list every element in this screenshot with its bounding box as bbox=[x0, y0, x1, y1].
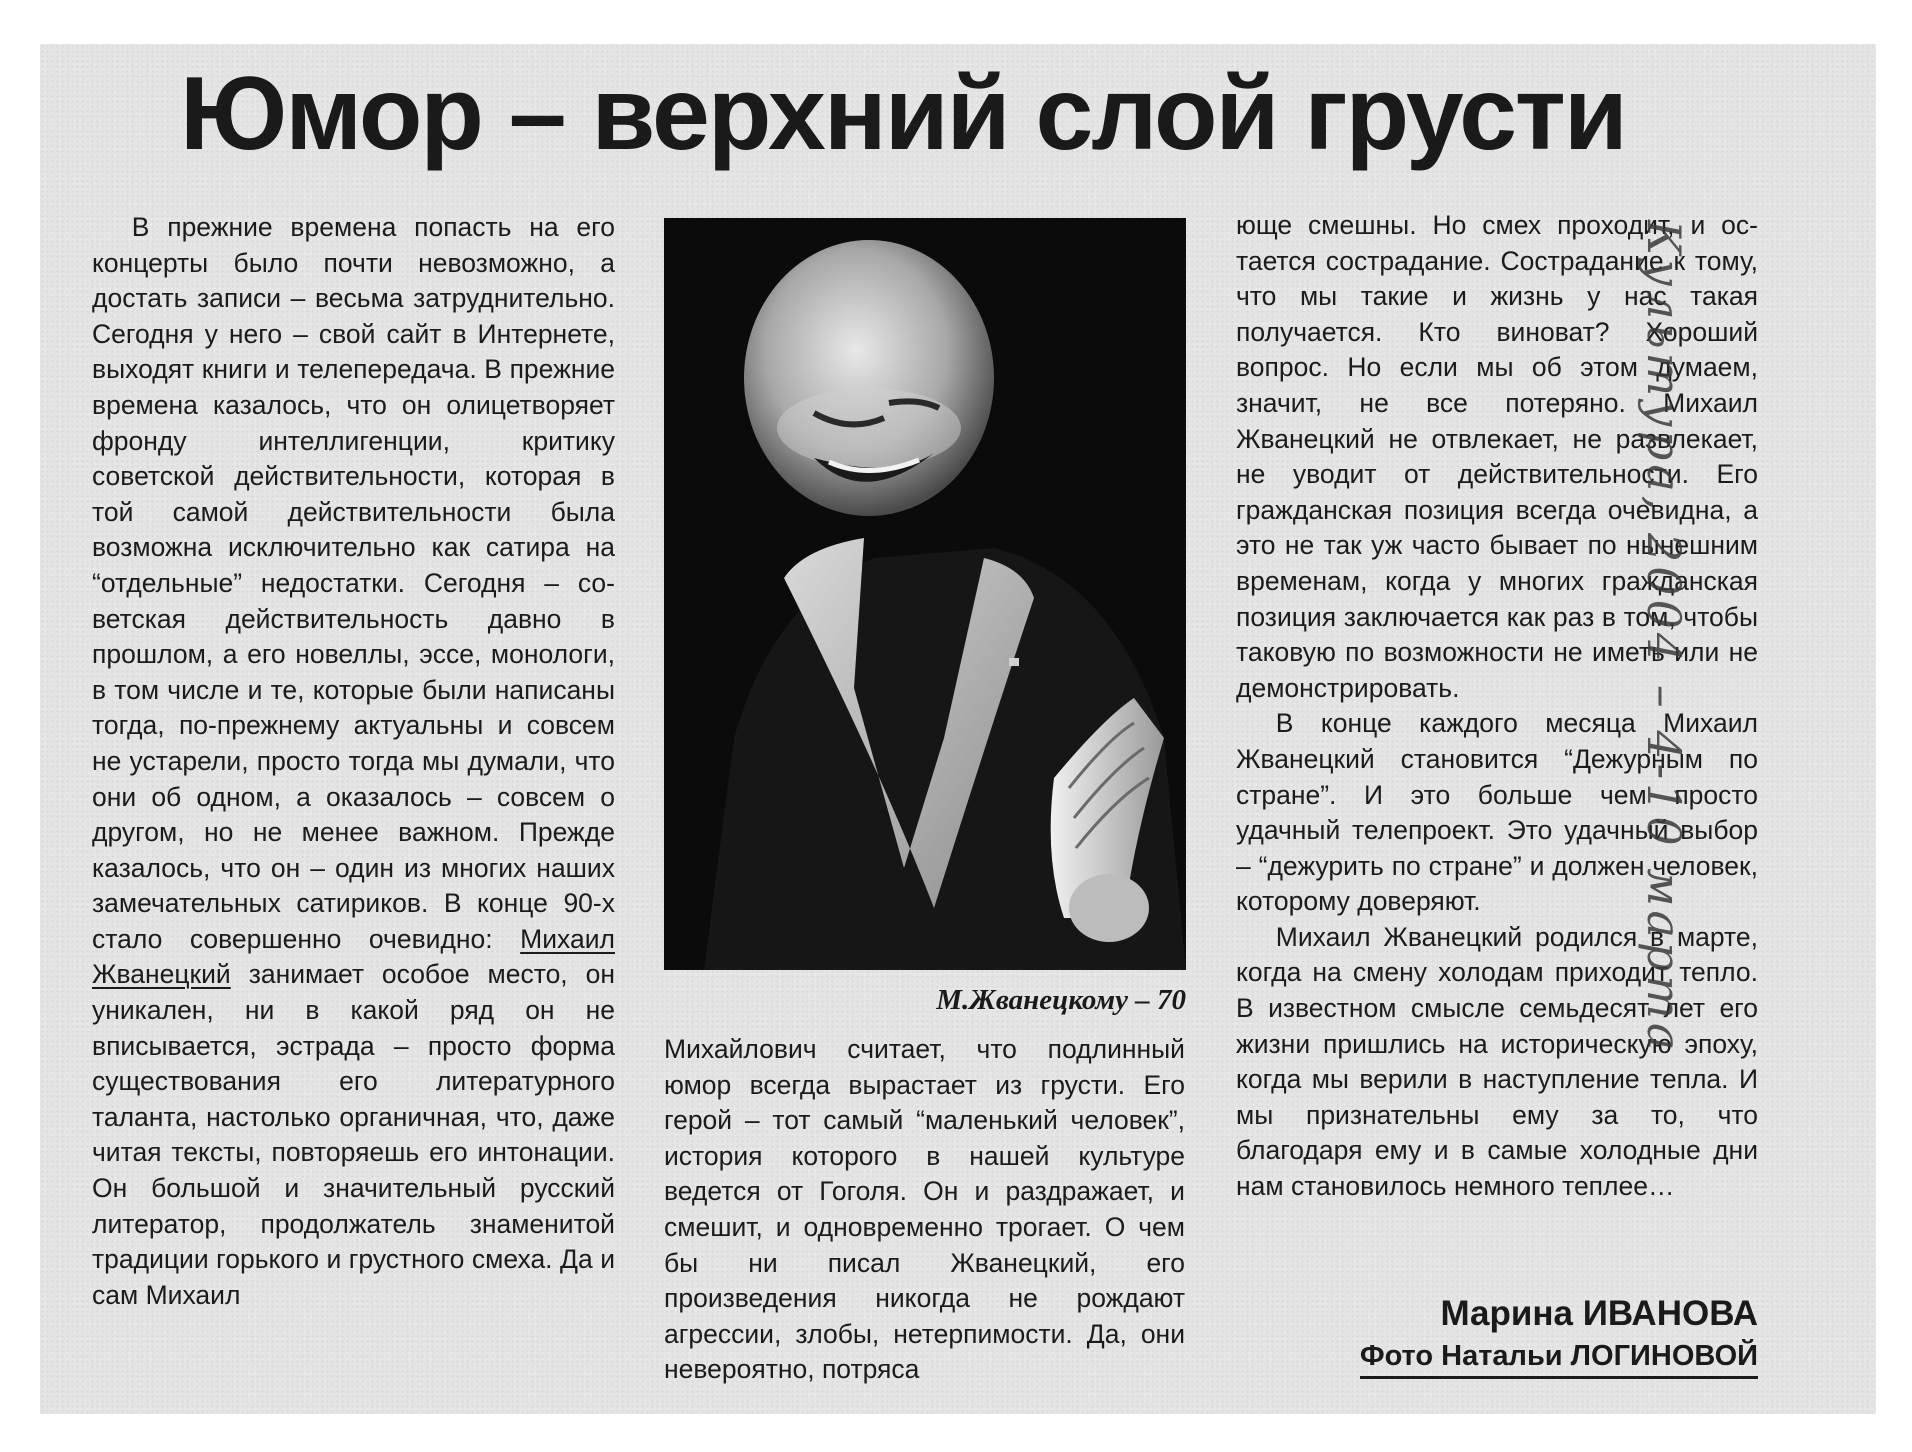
handwritten-note: Культура, 2004 – 4-10 марта bbox=[1637, 220, 1691, 1055]
column-1-paragraph bbox=[92, 210, 615, 1313]
byline bbox=[1236, 1292, 1758, 1379]
article-column-1 bbox=[92, 210, 615, 1313]
article-headline: Юмор – верхний слой грусти bbox=[180, 56, 1626, 172]
column-1-text: В прежние времена попасть на его концерты было почти невозможно, а достать записи – весьма затруднительно. Сегодня у него – свой сайт в Интернете, выходят книги и телепередача. В прежние времена казалось, что он олицетворяет фронду интеллигенции, критику советской действительности, которая в той самой действительности была возможна исключительно как сатира на “отдельные” недостатки. Сегодня – советская действительность давно в прошлом, а его новеллы, эссе, монологи, в том числе и те, которые были написаны тогда, по-прежнему актуальны и совсем не устарели, просто тогда мы думали, что они об одном, а оказалось – совсем о другом, но не менее важном. Прежде казалось, что он – один из многих наших замечательных сатириков. В конце 90-х стало совершенно очевидно: bbox=[92, 212, 615, 954]
underlined-name: Михаил Жванецкий bbox=[92, 923, 615, 990]
column-3-paragraph-3: Михаил Жванецкий родился в марте, когда на смену холодам приходит тепло. В известном смысле семьдесят лет его жизни пришлись на историческую эпоху, когда мы верили в наступление тепла. И мы признательны ему за то, что благодаря ему и в самые холодные дни нам становилось немного теплее… bbox=[1236, 921, 1758, 1202]
portrait-photo-image bbox=[664, 218, 1186, 970]
column-3-paragraph-2: В конце каждого месяца Михаил Жванецкий становится “Дежурным по стране”. И это больше чем просто удачный телепроект. Это удачный выбор – “дежурить по стране” и должен человек, которому доверяют. bbox=[1236, 708, 1758, 917]
author-name: Марина ИВАНОВА bbox=[1440, 1294, 1758, 1333]
article-column-2 bbox=[664, 1032, 1185, 1388]
column-3-paragraph-1: юще смешны. Но смех проходит, и остается сострадание. Сострадание к тому, что мы такие и жизнь у нас такая получается. Кто виноват? Хороший вопрос. Но если мы об этом думаем, значит, не все потеряно. Михаил Жванецкий не отвлекает, не развлекает, не уводит от действительности. Его гражданская позиция всегда очевидна, а это не так уж часто бывает по нынешним временам, когда у многих гражданская позиция заключается как раз в том, чтобы таковую по возможности не иметь или не демонстрировать. bbox=[1236, 210, 1758, 703]
photo-credit: Фото Натальи ЛОГИНОВОЙ bbox=[1360, 1336, 1758, 1379]
portrait-photo bbox=[664, 218, 1186, 970]
photo-caption: М.Жванецкому – 70 bbox=[936, 984, 1186, 1016]
column-1-text-end: занимает особое место, он уникален, ни в какой ряд он не вписывается, эстрада – просто форма существования его литературного таланта, настолько органичная, что, даже читая тексты, повторяешь его интонации. Он большой и значительный русский литератор, продолжатель знаменитой традиции горького и грустного смеха. Да и сам Михаил bbox=[92, 959, 615, 1310]
column-2-paragraph: Михайлович считает, что подлинный юмор всегда вырастает из грусти. Его герой – тот самый “маленький человек”, история которого в нашей культуре ведется от Гоголя. Он и раздражает, и смешит, и одновременно трогает. О чем бы ни писал Жванецкий, его произведения никогда не рождают агрессии, злобы, нетерпимости. Да, они невероятно, потряса bbox=[664, 1034, 1185, 1385]
